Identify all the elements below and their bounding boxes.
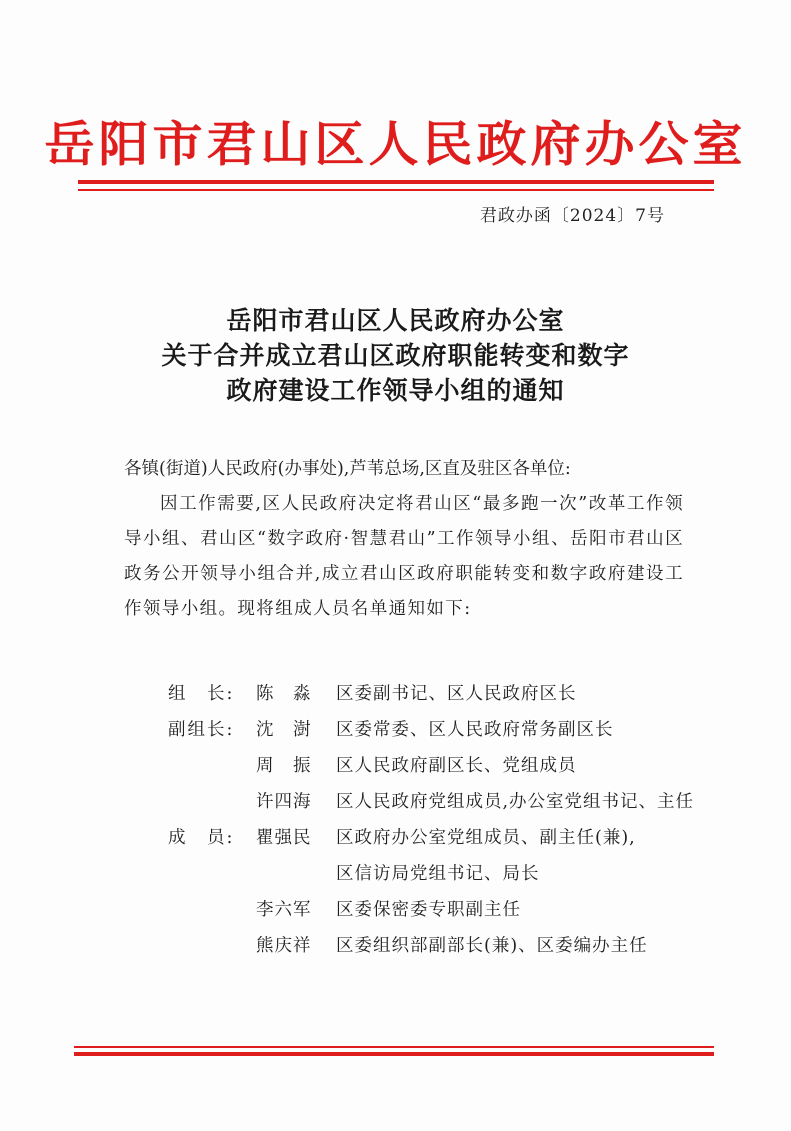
member-duty: 区政府办公室党组成员、副主任(兼), — [336, 828, 636, 848]
member-duty: 区人民政府副区长、党组成员 — [336, 756, 577, 776]
salutation: 各镇(街道)人民政府(办事处),芦苇总场,区直及驻区各单位: — [124, 459, 571, 479]
member-row — [124, 856, 684, 892]
header-red-rule-thick — [78, 180, 714, 184]
member-row — [124, 748, 684, 784]
agency-header: 岳阳市君山区人民政府办公室 — [44, 115, 747, 172]
member-row — [124, 784, 695, 820]
member-row — [124, 892, 684, 928]
title-line-3: 政府建设工作领导小组的通知 — [226, 376, 565, 405]
member-name: 沈 澍 — [256, 720, 312, 740]
member-role: 副组长: — [168, 720, 235, 740]
member-role: 组 长: — [168, 684, 235, 704]
document-number: 君政办函〔2024〕7号 — [479, 206, 665, 226]
member-name: 瞿强民 — [256, 828, 312, 848]
member-list — [124, 676, 695, 964]
member-row — [124, 676, 684, 712]
body-paragraph: 因工作需要,区人民政府决定将君山区“最多跑一次”改革工作领导小组、君山区“数字政府·智慧君山”工作领导小组、岳阳市君山区政务公开领导小组合并,成立君山区政府职能转变和数字政府建设工作领导小组。现将组成人员名单通知如下: — [124, 494, 684, 619]
member-name: 李六军 — [256, 900, 312, 920]
document-title — [0, 303, 791, 408]
title-line-2: 关于合并成立君山区政府职能转变和数字 — [161, 341, 630, 370]
member-row — [124, 820, 684, 856]
title-line-1: 岳阳市君山区人民政府办公室 — [226, 306, 565, 335]
member-row — [124, 928, 684, 964]
footer-red-rule-thick — [74, 1052, 714, 1056]
body-text — [124, 452, 684, 627]
member-duty: 区委副书记、区人民政府区长 — [336, 684, 577, 704]
footer-red-rule-thin — [74, 1046, 714, 1048]
member-row — [124, 712, 684, 748]
member-duty: 区人民政府党组成员,办公室党组书记、主任 — [336, 792, 695, 812]
member-name: 许四海 — [256, 792, 312, 812]
member-role: 成 员: — [168, 828, 235, 848]
member-name: 陈 淼 — [256, 684, 312, 704]
member-duty: 区委组织部副部长(兼)、区委编办主任 — [336, 936, 648, 956]
member-duty: 区信访局党组书记、局长 — [336, 864, 540, 884]
member-name: 周 振 — [256, 756, 312, 776]
member-duty: 区委保密委专职副主任 — [336, 900, 521, 920]
member-name: 熊庆祥 — [256, 936, 312, 956]
header-red-rule-thin — [78, 189, 714, 191]
member-duty: 区委常委、区人民政府常务副区长 — [336, 720, 614, 740]
